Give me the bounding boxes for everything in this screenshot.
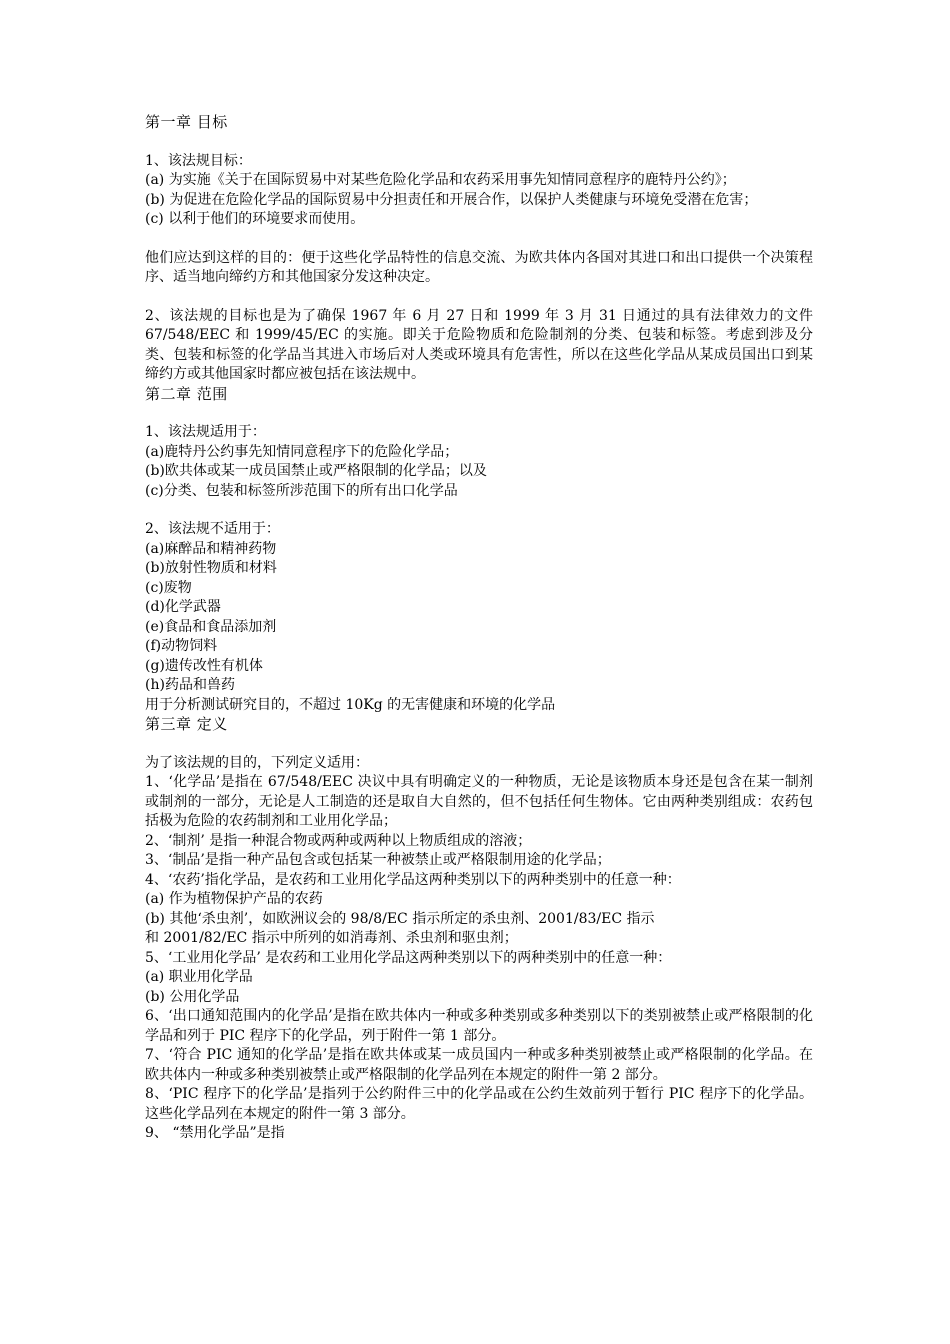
exclusion-item: (h)药品和兽药 xyxy=(145,677,235,693)
ch1-item-1b: (b) 为促进在危险化学品的国际贸易中分担责任和开展合作，以保护人类健康与环境免受潜在危害； xyxy=(145,191,758,208)
ch1-item-2: 2、该法规的目标也是为了确保 1967 年 6 月 27 日和 1999 年 3 月 31 日通过的具有法律效力的文件 67/548/EEC 和 1999/45/EC 的实施。即关于危险物质和危险制剂的分类、包装和标签。考虑到涉及分类、包装和标签的化学品当其进入市场后对人类或环境具有危害性，所以在这些化学品从某成员国出口到某缔约方或其他国家时都应被包括在该法规中。 xyxy=(145,307,813,382)
exclusion-item: (b)放射性物质和材料 xyxy=(145,560,277,576)
definition-7: 7、‘符合 PIC 通知的化学品’是指在欧共体或某一成员国内一种或多种类别被禁止或严格限制的化学品。在欧共体内一种或多种类别被禁止或严格限制的化学品列在本规定的附件一第 2 部分。 xyxy=(145,1047,813,1083)
definition-9: 9、 “禁用化学品”是指 xyxy=(145,1125,285,1141)
ch1-item-1a: (a) 为实施《关于在国际贸易中对某些危险化学品和农药采用事先知情同意程序的鹿特丹公约》； xyxy=(145,172,736,188)
ch2-item-1c: (c)分类、包装和标签所涉范围下的所有出口化学品 xyxy=(145,482,458,499)
definition-4b-line-1: (b) 其他‘杀虫剂’，如欧洲议会的 98/8/EC 指示所定的杀虫剂、2001/83/EC 指示 xyxy=(145,910,655,927)
document-page xyxy=(145,113,813,1144)
ch2-last-line: 用于分析测试研究目的，不超过 10Kg 的无害健康和环境的化学品 xyxy=(145,696,556,713)
chapter-3-title: 第三章 定义 xyxy=(145,715,228,733)
exclusion-item: (c)废物 xyxy=(145,579,192,596)
ch2-item-1a: (a)鹿特丹公约事先知情同意程序下的危险化学品； xyxy=(145,443,459,460)
definition-3: 3、‘制品’是指一种产品包含或包括某一种被禁止或严格限制用途的化学品； xyxy=(145,852,611,868)
definition-2: 2、‘制剂’ 是指一种混合物或两种或两种以上物质组成的溶液； xyxy=(145,832,532,849)
definition-4: 4、‘农药’指化学品，是农药和工业用化学品这两种类别以下的两种类别中的任意一种： xyxy=(145,871,681,888)
chapter-1-title: 第一章 目标 xyxy=(145,113,228,131)
definition-8: 8、‘PIC 程序下的化学品’是指列于公约附件三中的化学品或在公约生效前列于暂行 PIC 程序下的化学品。这些化学品列在本规定的附件一第 3 部分。 xyxy=(145,1086,813,1122)
definition-5b: (b) 公用化学品 xyxy=(145,988,240,1005)
definition-4b-line-2: 和 2001/82/EC 指示中所列的如消毒剂、杀虫剂和驱虫剂； xyxy=(145,930,518,946)
ch1-item-1c: (c) 以利于他们的环境要求而使用。 xyxy=(145,211,365,227)
exclusion-item: (a)麻醉品和精神药物 xyxy=(145,540,277,557)
definition-1: 1、‘化学品’是指在 67/548/EEC 决议中具有明确定义的一种物质，无论是该物质本身还是包含在某一制剂或制剂的一部分，无论是人工制造的还是取自大自然的，但不包括任何生物体。它由两种类别组成：农药包括极为危险的农药制剂和工业用化学品； xyxy=(145,774,813,829)
definition-4a: (a) 作为植物保护产品的农药 xyxy=(145,891,323,907)
definition-5: 5、‘工业用化学品’ 是农药和工业用化学品这两种类别以下的两种类别中的任意一种： xyxy=(145,949,672,966)
exclusion-item: (g)遗传改性有机体 xyxy=(145,657,263,674)
ch2-item-2: 2、该法规不适用于： xyxy=(145,521,280,537)
definition-5a: (a) 职业用化学品 xyxy=(145,969,253,985)
ch2-item-1b: (b)欧共体或某一成员国禁止或严格限制的化学品；以及 xyxy=(145,463,487,479)
exclusion-item: (e)食品和食品添加剂 xyxy=(145,618,277,635)
exclusion-item: (d)化学武器 xyxy=(145,599,221,615)
ch2-item-1: 1、该法规适用于： xyxy=(145,424,266,440)
definition-6: 6、‘出口通知范围内的化学品’是指在欧共体内一种或多种类别或多种类别以下的类别被禁止或严格限制的化学品和列于 PIC 程序下的化学品，列于附件一第 1 部分。 xyxy=(145,1008,813,1044)
ch1-paragraph: 他们应达到这样的目的：便于这些化学品特性的信息交流、为欧共体内各国对其进口和出口提供一个决策程序、适当地向缔约方和其他国家分发这种决定。 xyxy=(145,249,813,285)
exclusion-item: (f)动物饲料 xyxy=(145,638,218,654)
ch3-intro: 为了该法规的目的，下列定义适用： xyxy=(145,754,369,771)
ch1-item-1: 1、该法规目标： xyxy=(145,152,252,169)
chapter-2-title: 第二章 范围 xyxy=(145,384,228,403)
